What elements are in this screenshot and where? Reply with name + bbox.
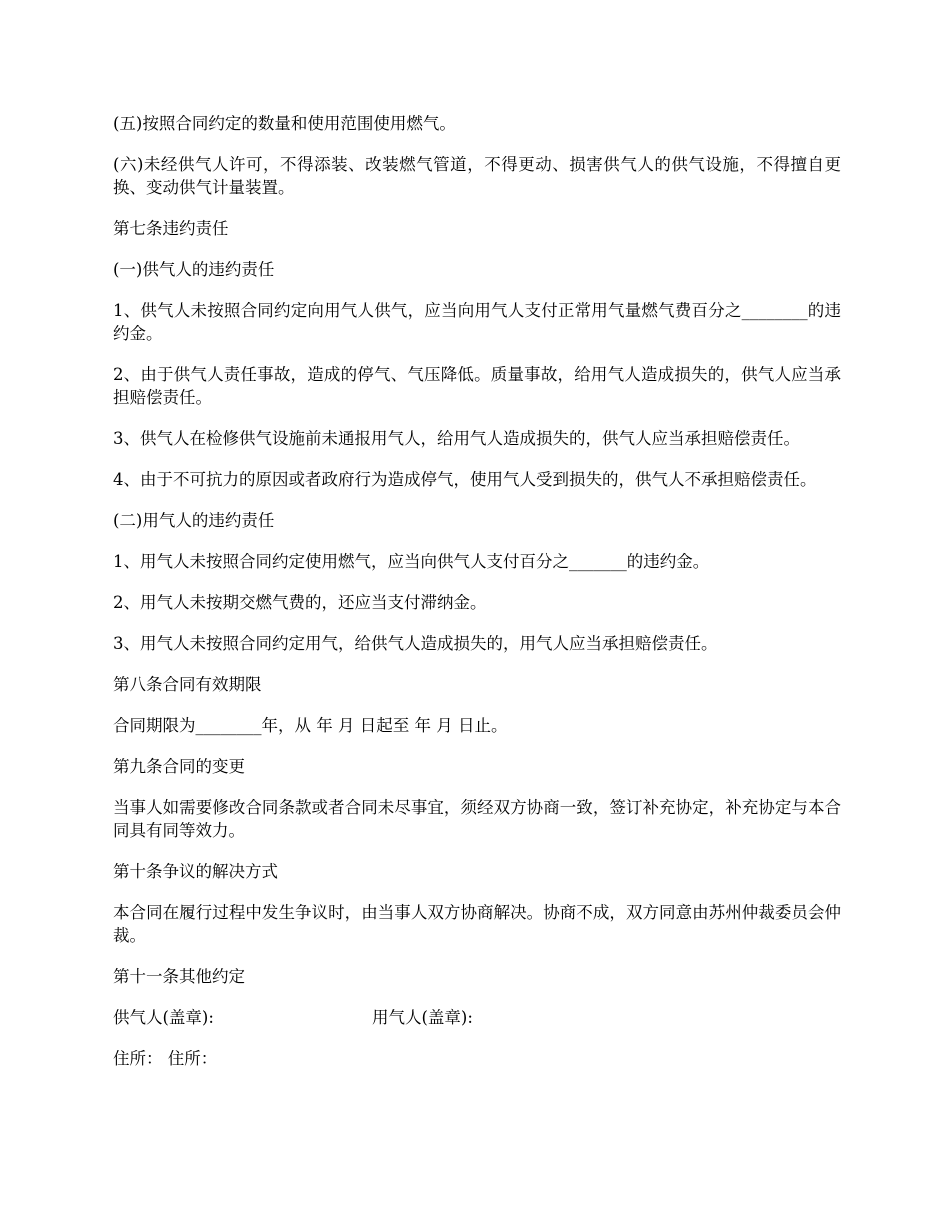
section-heading: 第十一条其他约定: [113, 967, 245, 986]
paragraph: 3、用气人未按照合同约定用气，给供气人造成损失的，用气人应当承担赔偿责任。: [113, 634, 718, 653]
subsection-heading: (二)用气人的违约责任: [113, 511, 275, 530]
document-page: [113, 112, 841, 1088]
section-heading: 第八条合同有效期限: [113, 675, 262, 694]
section-heading: 第七条违约责任: [113, 219, 229, 238]
paragraph: 3、供气人在检修供气设施前未通报用气人，给用气人造成损失的，供气人应当承担赔偿责任。: [113, 429, 800, 448]
user-seal-label: 用气人(盖章):: [372, 1008, 473, 1027]
paragraph: 当事人如需要修改合同条款或者合同未尽事宜，须经双方协商一致，签订补充协定，补充协定与本合同具有同等效力。: [113, 798, 841, 840]
paragraph: (六)未经供气人许可，不得添装、改装燃气管道，不得更动、损害供气人的供气设施，不得擅自更换、变动供气计量装置。: [113, 155, 841, 197]
paragraph: 2、由于供气人责任事故，造成的停气、气压降低。质量事故，给用气人造成损失的，供气人应当承担赔偿责任。: [113, 365, 841, 407]
address-line: 住所： 住所：: [113, 1049, 218, 1068]
supplier-seal-label: 供气人(盖章):: [113, 1008, 214, 1027]
paragraph: 合同期限为________年，从 年 月 日起至 年 月 日止。: [113, 716, 508, 735]
paragraph: 4、由于不可抗力的原因或者政府行为造成停气，使用气人受到损失的，供气人不承担赔偿责任。: [113, 470, 817, 489]
paragraph: 1、用气人未按照合同约定使用燃气，应当向供气人支付百分之_______的违约金。: [113, 552, 710, 571]
paragraph: 本合同在履行过程中发生争议时，由当事人双方协商解决。协商不成，双方同意由苏州仲裁委员会仲裁。: [113, 903, 841, 945]
subsection-heading: (一)供气人的违约责任: [113, 260, 275, 279]
paragraph: 2、用气人未按期交燃气费的，还应当支付滞纳金。: [113, 593, 487, 612]
paragraph: 1、供气人未按照合同约定向用气人供气，应当向用气人支付正常用气量燃气费百分之________的违约金。: [113, 301, 841, 343]
section-heading: 第十条争议的解决方式: [113, 862, 278, 881]
signature-row: [113, 1006, 841, 1029]
paragraph: (五)按照合同约定的数量和使用范围使用燃气。: [113, 114, 456, 133]
section-heading: 第九条合同的变更: [113, 757, 245, 776]
